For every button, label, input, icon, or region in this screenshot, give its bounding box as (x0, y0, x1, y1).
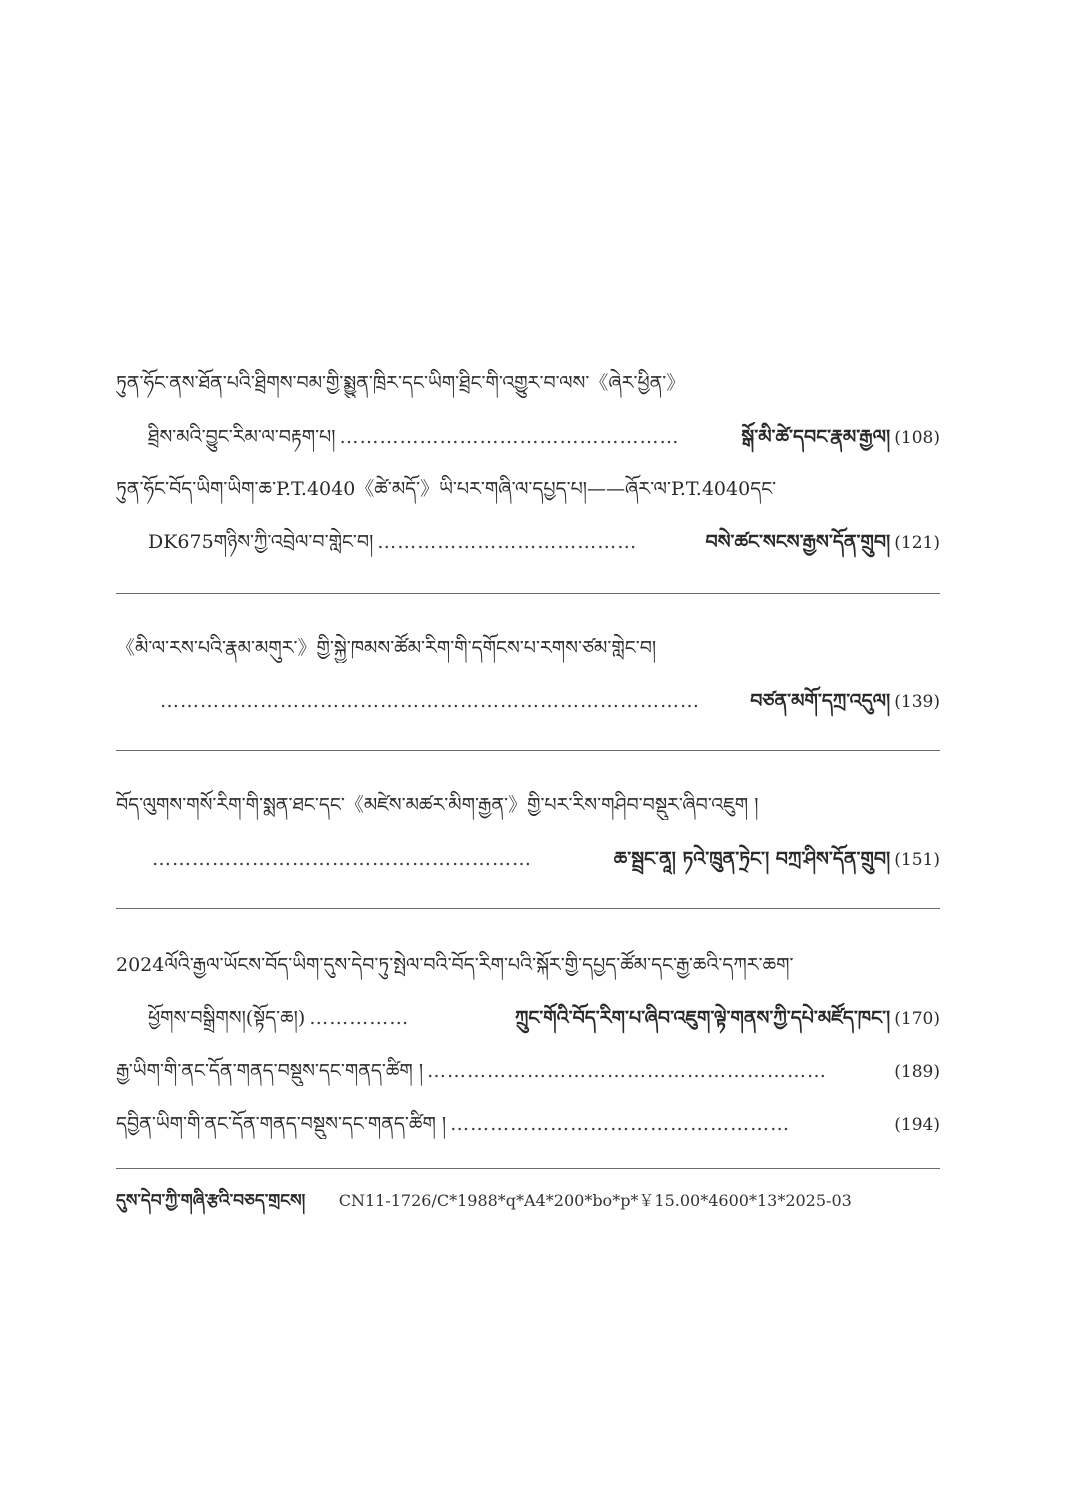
toc-entry-2-title-line1: ཏུན་ཧོང་བོད་ཡིག་ཡིག་ཆ་P.T.4040《ཚེ་མདོ་》ཡི་པར་གཞི་ལ་དཔྱད་པ།——ཞོར་ལ་P.T.4040དང་ (116, 478, 777, 500)
toc-entry-4-leader-dots: ………………………………………………… (152, 848, 532, 870)
toc-entry-1-leader-dots: …………………………………………… (339, 426, 680, 448)
toc-english-abstract-title: དབྱིན་ཡིག་གི་ནང་དོན་གནད་བསྡུས་དང་གནད་ཚིག ། (116, 1113, 447, 1135)
toc-entry-3-row[interactable] (156, 686, 940, 717)
toc-english-abstract-leader-dots: …………………………………………… (450, 1113, 791, 1135)
toc-entry-2-title-line2: DK675གཉིས་ཀྱི་འབྲེལ་བ་གླེང་བ། (148, 531, 374, 553)
toc-entry-3-title-line1: 《མི་ལ་རས་པའི་རྣམ་མགུར་》གྱི་སྐྱེ་ཁམས་ཚོམ་རིག་གི་དགོངས་པ་རགས་ཙམ་གླེང་བ། (116, 637, 657, 659)
publication-footer (116, 1186, 940, 1216)
toc-entry-5-page-number: (170) (894, 1009, 940, 1029)
toc-entry-4-title-line1: བོད་ལུགས་གསོ་རིག་གི་སྨན་ཐང་དང་《མཛེས་མཚར་མིག་རྒྱན་》གྱི་པར་རིས་གཤིབ་བསྡུར་ཞིབ་འཇུག ། (116, 794, 759, 816)
section-divider-1 (116, 593, 940, 594)
toc-entry-5-title-line2: ཕྱོགས་བསྒྲིགས།(སྟོད་ཆ།) (148, 1007, 306, 1029)
section-divider-3 (116, 908, 940, 909)
section-divider-2 (116, 750, 940, 751)
toc-english-abstract-page-number: (194) (894, 1115, 940, 1135)
toc-chinese-abstract-leader-dots: …………………………………………………… (427, 1060, 828, 1082)
toc-entry-5-author: ཀྲུང་གོའི་བོད་རིག་པ་ཞིབ་འཇུག་ལྟེ་གནས་ཀྱི་དཔེ་མཛོད་ཁང་། (514, 1007, 891, 1029)
toc-entry-4-row[interactable] (148, 844, 940, 875)
footer-publication-code: CN11-1726/C*1988*q*A4*200*bo*p*￥15.00*4600*13*2025-03 (338, 1191, 852, 1210)
toc-entry-2-page-number: (121) (894, 533, 940, 553)
toc-chinese-abstract-title: རྒྱ་ཡིག་གི་ནང་དོན་གནད་བསྡུས་དང་གནད་ཚིག ། (116, 1060, 424, 1082)
toc-entry-1-row[interactable] (148, 422, 940, 453)
toc-entry-1-title-line1: ཏུན་ཧོང་ནས་ཐོན་པའི་ཐྲིགས་བམ་གྱི་སྨྱུན་ཁྲིར་དང་ཡིག་ཐྲིང་གི་འགྱུར་བ་ལས་《ཞེར་ཕྱིན་》 (116, 372, 686, 394)
toc-chinese-abstract-row[interactable] (116, 1056, 940, 1087)
footer-label: དུས་དེབ་ཀྱི་གཞི་རྩའི་བཅད་གྲངས། (116, 1191, 306, 1211)
toc-entry-2-author: བསེ་ཚང་སངས་རྒྱས་དོན་གྲུབ། (705, 531, 891, 553)
toc-chinese-abstract-page-number: (189) (894, 1062, 940, 1082)
toc-entry-3-page-number: (139) (894, 692, 940, 712)
footer-divider (116, 1168, 940, 1169)
toc-entry-1-title-line2: ཐྲིས་མའི་བྱུང་རིམ་ལ་བརྟག་པ། (148, 426, 336, 448)
toc-english-abstract-row[interactable] (116, 1109, 940, 1140)
toc-entry-2-leader-dots: ………………………………… (377, 531, 638, 553)
toc-entry-1-page-number: (108) (894, 428, 940, 448)
toc-entry-5-leader-dots: …………… (309, 1007, 410, 1029)
toc-entry-5-title-line1: 2024ལོའི་རྒྱལ་ཡོངས་བོད་ཡིག་དུས་དེབ་ཏུ་སྤེལ་བའི་བོད་རིག་པའི་སྐོར་གྱི་དཔྱད་ཚོམ་དང་རྒྱ་ཆའི་དཀར་ཆག་ (116, 954, 794, 976)
toc-entry-3-leader-dots: ……………………………………………………………………… (160, 690, 700, 712)
toc-entry-4-author: ཆ་སྦྲང་ནཱ། ཏའེ་ཁྲུན་ཏྲེང་། བཀྲ་ཤིས་དོན་གྲུབ། (613, 848, 891, 870)
toc-entry-1-author: སྒོ་མི་ཚེ་དབང་རྣམ་རྒྱལ། (741, 426, 891, 448)
toc-entry-2-row[interactable] (148, 527, 940, 558)
toc-entry-5-row[interactable] (148, 1003, 940, 1034)
toc-entry-4-page-number: (151) (894, 850, 940, 870)
toc-entry-3-author: བཙན་མགོ་དཀྲ་འདུལ། (750, 690, 891, 712)
